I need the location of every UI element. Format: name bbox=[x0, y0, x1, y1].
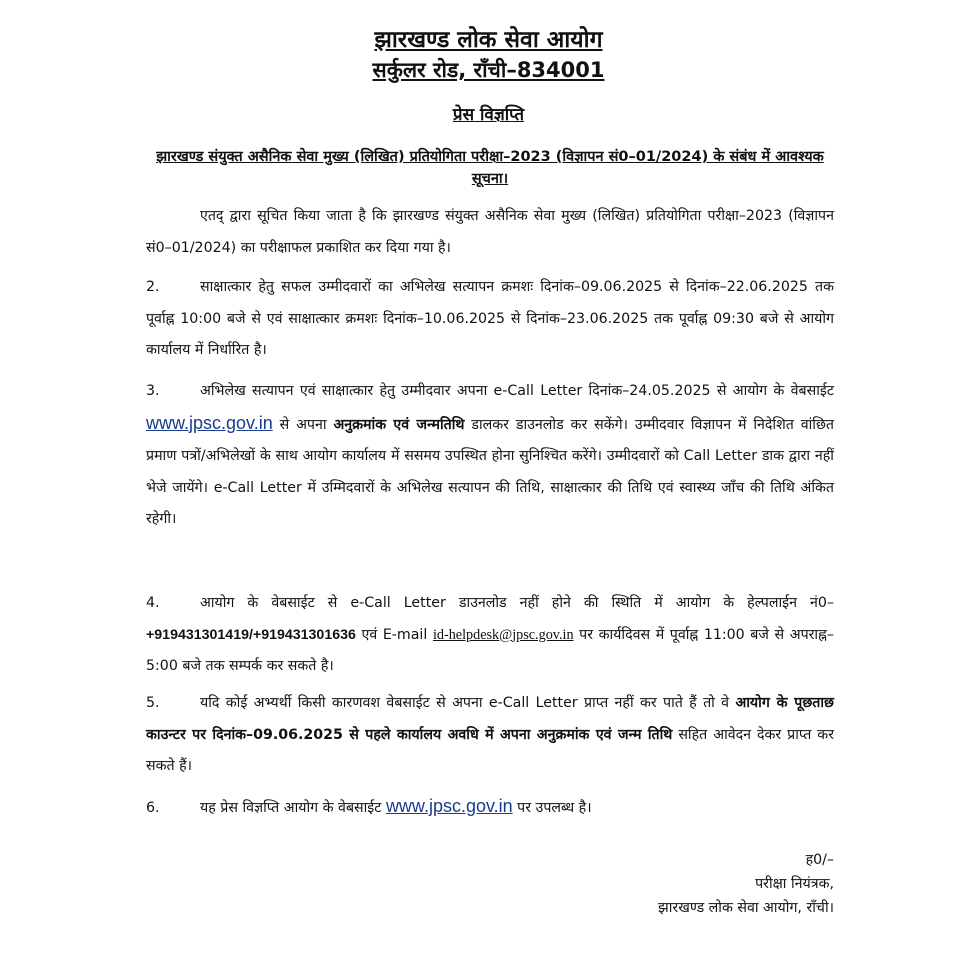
paragraph-number: 3. bbox=[146, 383, 160, 399]
paragraph-1-text: एतद् द्वारा सूचित किया जाता है कि झारखण्ड संयुक्त असैनिक सेवा मुख्य (लिखित) प्रतियोगिता परीक्षा–2023 (विज्ञापन सं0–01/2024) का परीक्षाफल प्रकाशित कर दिया गया है। bbox=[146, 208, 834, 256]
paragraph-3-text-c: डालकर डाउनलोड कर सकेंगे। उम्मीदवार विज्ञापन में निदेशित वांछित प्रमाण पत्रों/अभिलेखों के साथ आयोग कार्यालय में ससमय उपस्थित होना सुनिश्चित करेंगे। उम्मीदवारों को Call Letter डाक द्वारा नहीं भेजे जायेंगे। e-Call Letter में उम्मिदवारों के अभिलेख सत्यापन की तिथि, साक्षात्कार की तिथि एवं स्वास्थ्य जाँच की तिथि अंकित रहेगी। bbox=[146, 416, 834, 527]
paragraph-2 bbox=[146, 272, 834, 367]
paragraph-5-text-b: सहित आवेदन देकर प्राप्त कर सकते हैं। bbox=[146, 726, 834, 774]
org-address: सर्कुलर रोड, राँची–834001 bbox=[372, 58, 605, 82]
website-link[interactable]: www.jpsc.gov.in bbox=[385, 796, 513, 816]
enquiry-counter-bold: आयोग के पूछताछ काउन्टर पर दिनांक–09.06.2025 से पहले कार्यालय अवधि में अपना अनुक्रमांक एवं जन्म तिथि bbox=[146, 695, 834, 743]
signatory-designation: परीक्षा नियंत्रक, bbox=[755, 876, 834, 892]
roll-dob-bold: अनुक्रमांक एवं जन्मतिथि bbox=[333, 416, 465, 433]
paragraph-number: 5. bbox=[146, 695, 160, 711]
paragraph-4-text-c: पर कार्यदिवस में पूर्वाह्न 11:00 बजे से अपराह्न–5:00 बजे तक सम्पर्क कर सकते है। bbox=[146, 626, 835, 674]
paragraph-1 bbox=[146, 201, 834, 264]
paragraph-3-text-b: से अपना bbox=[279, 416, 327, 433]
paragraph-6-text-b: पर उपलब्ध है। bbox=[517, 800, 592, 816]
paragraph-number: 6. bbox=[146, 800, 160, 816]
signatory-organisation: झारखण्ड लोक सेवा आयोग, राँची। bbox=[658, 900, 834, 916]
paragraph-6-text-a: यह प्रेस विज्ञप्ति आयोग के वेबसाईट bbox=[200, 800, 382, 816]
signature-mark: ह0/– bbox=[805, 852, 834, 868]
doc-type-heading: प्रेस विज्ञप्ति bbox=[452, 105, 525, 125]
org-name-heading: झारखण्ड लोक सेवा आयोग bbox=[374, 27, 603, 53]
paragraph-number: 2. bbox=[146, 279, 160, 295]
subject-line: झारखण्ड संयुक्त असैनिक सेवा मुख्य (लिखित) प्रतियोगिता परीक्षा–2023 (विज्ञापन सं0–01/2024) के संबंध में आवश्यक सूचना। bbox=[156, 149, 824, 187]
paragraph-5-text-a: यदि कोई अभ्यर्थी किसी कारणवश वेबसाईट से अपना e-Call Letter प्राप्त नहीं कर पाते हैं तो वे bbox=[200, 695, 730, 711]
paragraph-3-text-a: अभिलेख सत्यापन एवं साक्षात्कार हेतु उम्मीदवार अपना e-Call Letter दिनांक–24.05.2025 से आयोग के वेबसाईट bbox=[200, 383, 834, 399]
paragraph-6 bbox=[146, 791, 834, 825]
paragraph-5 bbox=[146, 688, 834, 783]
paragraph-2-text: साक्षात्कार हेतु सफल उम्मीदवारों का अभिलेख सत्यापन क्रमशः दिनांक–09.06.2025 से दिनांक–22.06.2025 तक पूर्वाह्न 10:00 बजे से एवं साक्षात्कार क्रमशः दिनांक–10.06.2025 से दिनांक–23.06.2025 तक पूर्वाह्न 09:30 बजे से आयोग कार्यालय में निर्धारित है। bbox=[146, 279, 834, 358]
website-link[interactable]: www.jpsc.gov.in bbox=[146, 412, 273, 433]
paragraph-number: 4. bbox=[146, 595, 160, 611]
paragraph-4-text-a: आयोग के वेबसाईट से e-Call Letter डाउनलोड नहीं होने की स्थिति में आयोग के हेल्पलाईन नं0– bbox=[200, 595, 834, 611]
helpdesk-email-link[interactable]: id-helpdesk@jpsc.gov.in bbox=[432, 626, 574, 643]
helpline-numbers: +919431301419/+919431301636 bbox=[146, 626, 356, 643]
signature-block bbox=[658, 848, 834, 920]
paragraph-4-text-b: एवं E-mail bbox=[361, 626, 428, 643]
paragraph-3 bbox=[146, 376, 834, 536]
paragraph-4 bbox=[146, 588, 834, 683]
